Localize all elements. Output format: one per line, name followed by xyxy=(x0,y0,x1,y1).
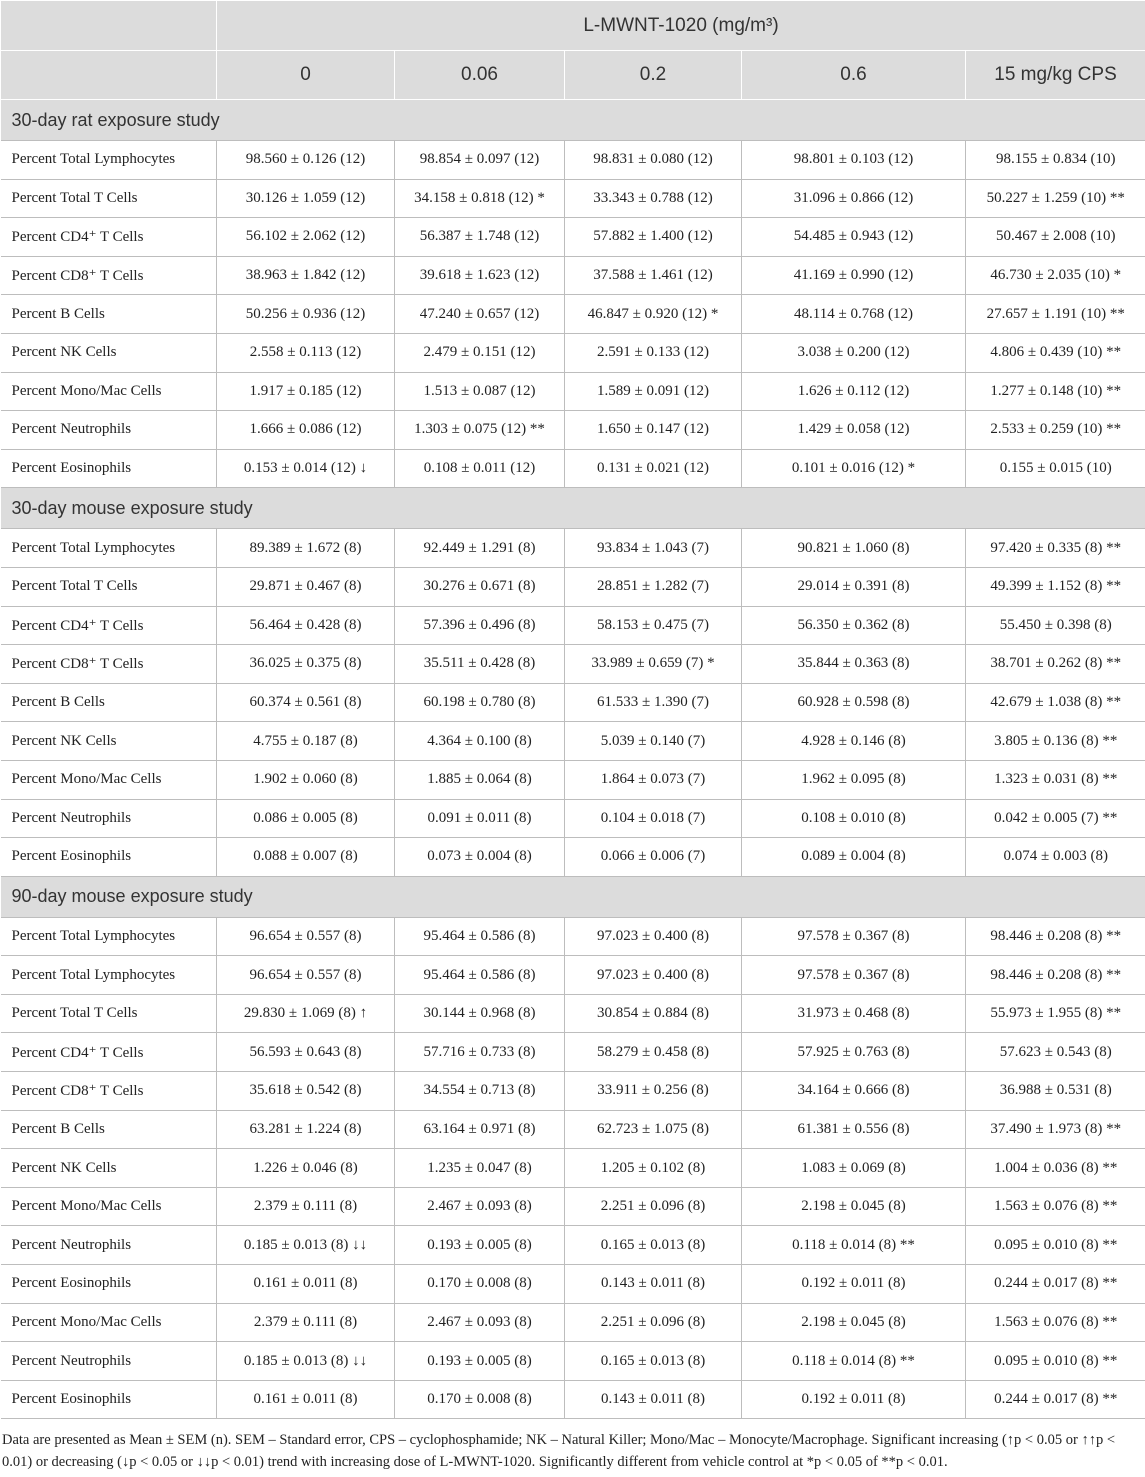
table-cell: 1.563 ± 0.076 (8) ** xyxy=(966,1303,1145,1342)
table-cell: 56.464 ± 0.428 (8) xyxy=(217,606,395,645)
table-row xyxy=(1,760,1145,799)
table-cell: 1.626 ± 0.112 (12) xyxy=(742,372,966,411)
table-cell: 34.158 ± 0.818 (12) * xyxy=(395,179,565,218)
table-cell: 2.379 ± 0.111 (8) xyxy=(217,1303,395,1342)
table-cell: 2.198 ± 0.045 (8) xyxy=(742,1303,966,1342)
row-label: Percent Neutrophils xyxy=(1,1226,217,1265)
table-row xyxy=(1,141,1145,180)
table-cell: 63.281 ± 1.224 (8) xyxy=(217,1110,395,1149)
table-cell: 50.467 ± 2.008 (10) xyxy=(966,218,1145,257)
table-cell: 50.227 ± 1.259 (10) ** xyxy=(966,179,1145,218)
table-cell: 58.279 ± 0.458 (8) xyxy=(565,1033,742,1072)
table-cell: 98.155 ± 0.834 (10) xyxy=(966,141,1145,180)
table-cell: 97.023 ± 0.400 (8) xyxy=(565,917,742,956)
table-cell: 34.554 ± 0.713 (8) xyxy=(395,1072,565,1111)
table-cell: 2.533 ± 0.259 (10) ** xyxy=(966,411,1145,450)
table-cell: 2.379 ± 0.111 (8) xyxy=(217,1187,395,1226)
table-cell: 0.170 ± 0.008 (8) xyxy=(395,1265,565,1304)
table-row xyxy=(1,1033,1145,1072)
row-label: Percent CD4⁺ T Cells xyxy=(1,606,217,645)
section-title: 30-day mouse exposure study xyxy=(1,488,1145,529)
table-cell: 0.185 ± 0.013 (8) ↓↓ xyxy=(217,1226,395,1265)
table-cell: 0.185 ± 0.013 (8) ↓↓ xyxy=(217,1342,395,1381)
table-cell: 1.205 ± 0.102 (8) xyxy=(565,1149,742,1188)
table-row xyxy=(1,1342,1145,1381)
section-title: 30-day rat exposure study xyxy=(1,100,1145,141)
table-cell: 46.847 ± 0.920 (12) * xyxy=(565,295,742,334)
table-cell: 98.446 ± 0.208 (8) ** xyxy=(966,956,1145,995)
row-label: Percent Neutrophils xyxy=(1,411,217,450)
table-cell: 98.854 ± 0.097 (12) xyxy=(395,141,565,180)
table-cell: 0.074 ± 0.003 (8) xyxy=(966,838,1145,877)
table-cell: 42.679 ± 1.038 (8) ** xyxy=(966,683,1145,722)
table-cell: 1.885 ± 0.064 (8) xyxy=(395,760,565,799)
table-cell: 1.513 ± 0.087 (12) xyxy=(395,372,565,411)
table-cell: 29.014 ± 0.391 (8) xyxy=(742,567,966,606)
table-cell: 98.446 ± 0.208 (8) ** xyxy=(966,917,1145,956)
table-cell: 0.193 ± 0.005 (8) xyxy=(395,1226,565,1265)
table-cell: 1.277 ± 0.148 (10) ** xyxy=(966,372,1145,411)
table-cell: 4.806 ± 0.439 (10) ** xyxy=(966,333,1145,372)
table-cell: 1.083 ± 0.069 (8) xyxy=(742,1149,966,1188)
table-cell: 98.831 ± 0.080 (12) xyxy=(565,141,742,180)
table-cell: 0.118 ± 0.014 (8) ** xyxy=(742,1226,966,1265)
table-cell: 2.467 ± 0.093 (8) xyxy=(395,1187,565,1226)
row-label: Percent B Cells xyxy=(1,295,217,334)
table-cell: 57.882 ± 1.400 (12) xyxy=(565,218,742,257)
table-cell: 98.801 ± 0.103 (12) xyxy=(742,141,966,180)
row-label: Percent Total Lymphocytes xyxy=(1,529,217,568)
table-cell: 54.485 ± 0.943 (12) xyxy=(742,218,966,257)
table-cell: 58.153 ± 0.475 (7) xyxy=(565,606,742,645)
table-cell: 30.126 ± 1.059 (12) xyxy=(217,179,395,218)
table-row xyxy=(1,295,1145,334)
table-row xyxy=(1,218,1145,257)
table-cell: 57.716 ± 0.733 (8) xyxy=(395,1033,565,1072)
header-corner-lower xyxy=(1,51,217,100)
table-row xyxy=(1,449,1145,488)
table-cell: 97.420 ± 0.335 (8) ** xyxy=(966,529,1145,568)
table-cell: 0.089 ± 0.004 (8) xyxy=(742,838,966,877)
table-cell: 1.303 ± 0.075 (12) ** xyxy=(395,411,565,450)
table-cell: 2.251 ± 0.096 (8) xyxy=(565,1187,742,1226)
table-cell: 30.144 ± 0.968 (8) xyxy=(395,994,565,1033)
table-cell: 1.429 ± 0.058 (12) xyxy=(742,411,966,450)
table-row xyxy=(1,917,1145,956)
table-cell: 0.193 ± 0.005 (8) xyxy=(395,1342,565,1381)
column-header: 15 mg/kg CPS xyxy=(966,51,1145,100)
table-cell: 0.192 ± 0.011 (8) xyxy=(742,1265,966,1304)
table-cell: 1.864 ± 0.073 (7) xyxy=(565,760,742,799)
table-cell: 36.025 ± 0.375 (8) xyxy=(217,645,395,684)
table-cell: 0.143 ± 0.011 (8) xyxy=(565,1265,742,1304)
table-cell: 61.533 ± 1.390 (7) xyxy=(565,683,742,722)
table-cell: 0.095 ± 0.010 (8) ** xyxy=(966,1342,1145,1381)
row-label: Percent Eosinophils xyxy=(1,449,217,488)
table-cell: 57.396 ± 0.496 (8) xyxy=(395,606,565,645)
section-row xyxy=(1,488,1145,529)
table-cell: 0.153 ± 0.014 (12) ↓ xyxy=(217,449,395,488)
row-label: Percent NK Cells xyxy=(1,1149,217,1188)
table-cell: 0.155 ± 0.015 (10) xyxy=(966,449,1145,488)
row-label: Percent Total T Cells xyxy=(1,567,217,606)
table-row xyxy=(1,683,1145,722)
table-cell: 37.490 ± 1.973 (8) ** xyxy=(966,1110,1145,1149)
row-label: Percent CD8⁺ T Cells xyxy=(1,1072,217,1111)
row-label: Percent B Cells xyxy=(1,683,217,722)
table-row xyxy=(1,256,1145,295)
table-cell: 1.323 ± 0.031 (8) ** xyxy=(966,760,1145,799)
table-cell: 50.256 ± 0.936 (12) xyxy=(217,295,395,334)
table-cell: 0.244 ± 0.017 (8) ** xyxy=(966,1265,1145,1304)
table-cell: 2.591 ± 0.133 (12) xyxy=(565,333,742,372)
table-cell: 1.650 ± 0.147 (12) xyxy=(565,411,742,450)
table-cell: 31.096 ± 0.866 (12) xyxy=(742,179,966,218)
table-cell: 38.701 ± 0.262 (8) ** xyxy=(966,645,1145,684)
table-cell: 49.399 ± 1.152 (8) ** xyxy=(966,567,1145,606)
table-cell: 0.066 ± 0.006 (7) xyxy=(565,838,742,877)
row-label: Percent Mono/Mac Cells xyxy=(1,1187,217,1226)
table-cell: 28.851 ± 1.282 (7) xyxy=(565,567,742,606)
table-cell: 35.618 ± 0.542 (8) xyxy=(217,1072,395,1111)
table-cell: 95.464 ± 0.586 (8) xyxy=(395,917,565,956)
table-cell: 57.623 ± 0.543 (8) xyxy=(966,1033,1145,1072)
table-row xyxy=(1,645,1145,684)
table-cell: 27.657 ± 1.191 (10) ** xyxy=(966,295,1145,334)
table-cell: 61.381 ± 0.556 (8) xyxy=(742,1110,966,1149)
row-label: Percent Total Lymphocytes xyxy=(1,141,217,180)
table-cell: 39.618 ± 1.623 (12) xyxy=(395,256,565,295)
table-cell: 1.563 ± 0.076 (8) ** xyxy=(966,1187,1145,1226)
row-label: Percent Eosinophils xyxy=(1,1380,217,1419)
table-cell: 29.830 ± 1.069 (8) ↑ xyxy=(217,994,395,1033)
table-cell: 95.464 ± 0.586 (8) xyxy=(395,956,565,995)
table-cell: 29.871 ± 0.467 (8) xyxy=(217,567,395,606)
table-cell: 96.654 ± 0.557 (8) xyxy=(217,917,395,956)
table-cell: 1.917 ± 0.185 (12) xyxy=(217,372,395,411)
table-cell: 2.198 ± 0.045 (8) xyxy=(742,1187,966,1226)
table-cell: 0.108 ± 0.010 (8) xyxy=(742,799,966,838)
row-label: Percent Mono/Mac Cells xyxy=(1,1303,217,1342)
dose-group-title: L-MWNT-1020 (mg/m³) xyxy=(217,1,1145,51)
table-cell: 0.101 ± 0.016 (12) * xyxy=(742,449,966,488)
column-header: 0.6 xyxy=(742,51,966,100)
table-cell: 0.108 ± 0.011 (12) xyxy=(395,449,565,488)
table-cell: 56.387 ± 1.748 (12) xyxy=(395,218,565,257)
table-cell: 31.973 ± 0.468 (8) xyxy=(742,994,966,1033)
table-cell: 41.169 ± 0.990 (12) xyxy=(742,256,966,295)
table-row xyxy=(1,1110,1145,1149)
table-cell: 98.560 ± 0.126 (12) xyxy=(217,141,395,180)
table-cell: 97.578 ± 0.367 (8) xyxy=(742,917,966,956)
table-cell: 35.844 ± 0.363 (8) xyxy=(742,645,966,684)
table-cell: 38.963 ± 1.842 (12) xyxy=(217,256,395,295)
row-label: Percent NK Cells xyxy=(1,722,217,761)
table-cell: 33.911 ± 0.256 (8) xyxy=(565,1072,742,1111)
row-label: Percent Total Lymphocytes xyxy=(1,956,217,995)
table-cell: 1.589 ± 0.091 (12) xyxy=(565,372,742,411)
row-label: Percent CD8⁺ T Cells xyxy=(1,256,217,295)
table-cell: 36.988 ± 0.531 (8) xyxy=(966,1072,1145,1111)
column-header: 0.06 xyxy=(395,51,565,100)
table-cell: 0.165 ± 0.013 (8) xyxy=(565,1342,742,1381)
table-cell: 56.350 ± 0.362 (8) xyxy=(742,606,966,645)
table-row xyxy=(1,1149,1145,1188)
table-footnote: Data are presented as Mean ± SEM (n). SEM – Standard error, CPS – cyclophosphamide; NK – Natural Killer; Mono/Mac – Monocyte/Macrophage. Significant increasing (↑p < 0.05 or ↑↑p < 0.01) or decreasing (↓p < 0.05 or ↓↓p < 0.01) trend with increasing dose of L-MWNT-1020. Significantly different from vehicle control at *p < 0.05 of **p < 0.01. xyxy=(2,1432,1115,1471)
table-cell: 0.161 ± 0.011 (8) xyxy=(217,1380,395,1419)
table-body xyxy=(1,100,1145,1419)
table-cell: 30.276 ± 0.671 (8) xyxy=(395,567,565,606)
table-cell: 93.834 ± 1.043 (7) xyxy=(565,529,742,568)
row-label: Percent Neutrophils xyxy=(1,1342,217,1381)
table-row xyxy=(1,1303,1145,1342)
table-row xyxy=(1,722,1145,761)
table-cell: 57.925 ± 0.763 (8) xyxy=(742,1033,966,1072)
table-cell: 97.023 ± 0.400 (8) xyxy=(565,956,742,995)
table-cell: 89.389 ± 1.672 (8) xyxy=(217,529,395,568)
table-row xyxy=(1,372,1145,411)
table-cell: 3.805 ± 0.136 (8) ** xyxy=(966,722,1145,761)
row-label: Percent Total T Cells xyxy=(1,179,217,218)
table-cell: 2.251 ± 0.096 (8) xyxy=(565,1303,742,1342)
row-label: Percent Eosinophils xyxy=(1,1265,217,1304)
table-cell: 47.240 ± 0.657 (12) xyxy=(395,295,565,334)
row-label: Percent Eosinophils xyxy=(1,838,217,877)
table-cell: 55.973 ± 1.955 (8) ** xyxy=(966,994,1145,1033)
table-row xyxy=(1,1187,1145,1226)
table-cell: 5.039 ± 0.140 (7) xyxy=(565,722,742,761)
row-label: Percent Neutrophils xyxy=(1,799,217,838)
section-row xyxy=(1,876,1145,917)
table-row xyxy=(1,179,1145,218)
table-row xyxy=(1,994,1145,1033)
table-cell: 60.928 ± 0.598 (8) xyxy=(742,683,966,722)
table-cell: 60.198 ± 0.780 (8) xyxy=(395,683,565,722)
section-row xyxy=(1,100,1145,141)
table-row xyxy=(1,411,1145,450)
table-cell: 0.073 ± 0.004 (8) xyxy=(395,838,565,877)
table-cell: 97.578 ± 0.367 (8) xyxy=(742,956,966,995)
table-cell: 46.730 ± 2.035 (10) * xyxy=(966,256,1145,295)
table-row xyxy=(1,606,1145,645)
table-cell: 60.374 ± 0.561 (8) xyxy=(217,683,395,722)
table-cell: 0.088 ± 0.007 (8) xyxy=(217,838,395,877)
column-header: 0.2 xyxy=(565,51,742,100)
table-cell: 0.091 ± 0.011 (8) xyxy=(395,799,565,838)
table-cell: 0.104 ± 0.018 (7) xyxy=(565,799,742,838)
section-title: 90-day mouse exposure study xyxy=(1,876,1145,917)
table-cell: 56.102 ± 2.062 (12) xyxy=(217,218,395,257)
table-cell: 0.143 ± 0.011 (8) xyxy=(565,1380,742,1419)
table-row xyxy=(1,956,1145,995)
table-cell: 4.755 ± 0.187 (8) xyxy=(217,722,395,761)
table-cell: 56.593 ± 0.643 (8) xyxy=(217,1033,395,1072)
header-corner xyxy=(1,1,217,51)
table-cell: 1.235 ± 0.047 (8) xyxy=(395,1149,565,1188)
table-cell: 0.161 ± 0.011 (8) xyxy=(217,1265,395,1304)
table-cell: 1.226 ± 0.046 (8) xyxy=(217,1149,395,1188)
table-cell: 2.558 ± 0.113 (12) xyxy=(217,333,395,372)
table-cell: 62.723 ± 1.075 (8) xyxy=(565,1110,742,1149)
table-cell: 33.343 ± 0.788 (12) xyxy=(565,179,742,218)
table-cell: 63.164 ± 0.971 (8) xyxy=(395,1110,565,1149)
table-cell: 0.086 ± 0.005 (8) xyxy=(217,799,395,838)
table-cell: 0.042 ± 0.005 (7) ** xyxy=(966,799,1145,838)
table-cell: 96.654 ± 0.557 (8) xyxy=(217,956,395,995)
table-cell: 1.666 ± 0.086 (12) xyxy=(217,411,395,450)
row-label: Percent CD8⁺ T Cells xyxy=(1,645,217,684)
table-cell: 2.467 ± 0.093 (8) xyxy=(395,1303,565,1342)
table-cell: 0.165 ± 0.013 (8) xyxy=(565,1226,742,1265)
row-label: Percent Total Lymphocytes xyxy=(1,917,217,956)
table-cell: 0.118 ± 0.014 (8) ** xyxy=(742,1342,966,1381)
table-cell: 0.131 ± 0.021 (12) xyxy=(565,449,742,488)
table-cell: 35.511 ± 0.428 (8) xyxy=(395,645,565,684)
table-row xyxy=(1,529,1145,568)
table-cell: 0.244 ± 0.017 (8) ** xyxy=(966,1380,1145,1419)
row-label: Percent CD4⁺ T Cells xyxy=(1,1033,217,1072)
row-label: Percent Total T Cells xyxy=(1,994,217,1033)
row-label: Percent CD4⁺ T Cells xyxy=(1,218,217,257)
column-header: 0 xyxy=(217,51,395,100)
table-cell: 90.821 ± 1.060 (8) xyxy=(742,529,966,568)
table-cell: 4.928 ± 0.146 (8) xyxy=(742,722,966,761)
table-row xyxy=(1,567,1145,606)
table-row xyxy=(1,799,1145,838)
table-row xyxy=(1,1072,1145,1111)
table-cell: 37.588 ± 1.461 (12) xyxy=(565,256,742,295)
table-cell: 48.114 ± 0.768 (12) xyxy=(742,295,966,334)
table-cell: 30.854 ± 0.884 (8) xyxy=(565,994,742,1033)
table-cell: 92.449 ± 1.291 (8) xyxy=(395,529,565,568)
table-cell: 33.989 ± 0.659 (7) * xyxy=(565,645,742,684)
table-cell: 1.004 ± 0.036 (8) ** xyxy=(966,1149,1145,1188)
table-cell: 0.192 ± 0.011 (8) xyxy=(742,1380,966,1419)
table-row xyxy=(1,838,1145,877)
row-label: Percent Mono/Mac Cells xyxy=(1,760,217,799)
table-row xyxy=(1,1265,1145,1304)
table-cell: 3.038 ± 0.200 (12) xyxy=(742,333,966,372)
table-cell: 34.164 ± 0.666 (8) xyxy=(742,1072,966,1111)
row-label: Percent NK Cells xyxy=(1,333,217,372)
row-label: Percent B Cells xyxy=(1,1110,217,1149)
row-label: Percent Mono/Mac Cells xyxy=(1,372,217,411)
table-cell: 0.095 ± 0.010 (8) ** xyxy=(966,1226,1145,1265)
table-cell: 0.170 ± 0.008 (8) xyxy=(395,1380,565,1419)
table-cell: 55.450 ± 0.398 (8) xyxy=(966,606,1145,645)
table-cell: 4.364 ± 0.100 (8) xyxy=(395,722,565,761)
table-row xyxy=(1,1380,1145,1419)
table-row xyxy=(1,333,1145,372)
table-cell: 2.479 ± 0.151 (12) xyxy=(395,333,565,372)
table-cell: 1.962 ± 0.095 (8) xyxy=(742,760,966,799)
table-cell: 1.902 ± 0.060 (8) xyxy=(217,760,395,799)
table-row xyxy=(1,1226,1145,1265)
